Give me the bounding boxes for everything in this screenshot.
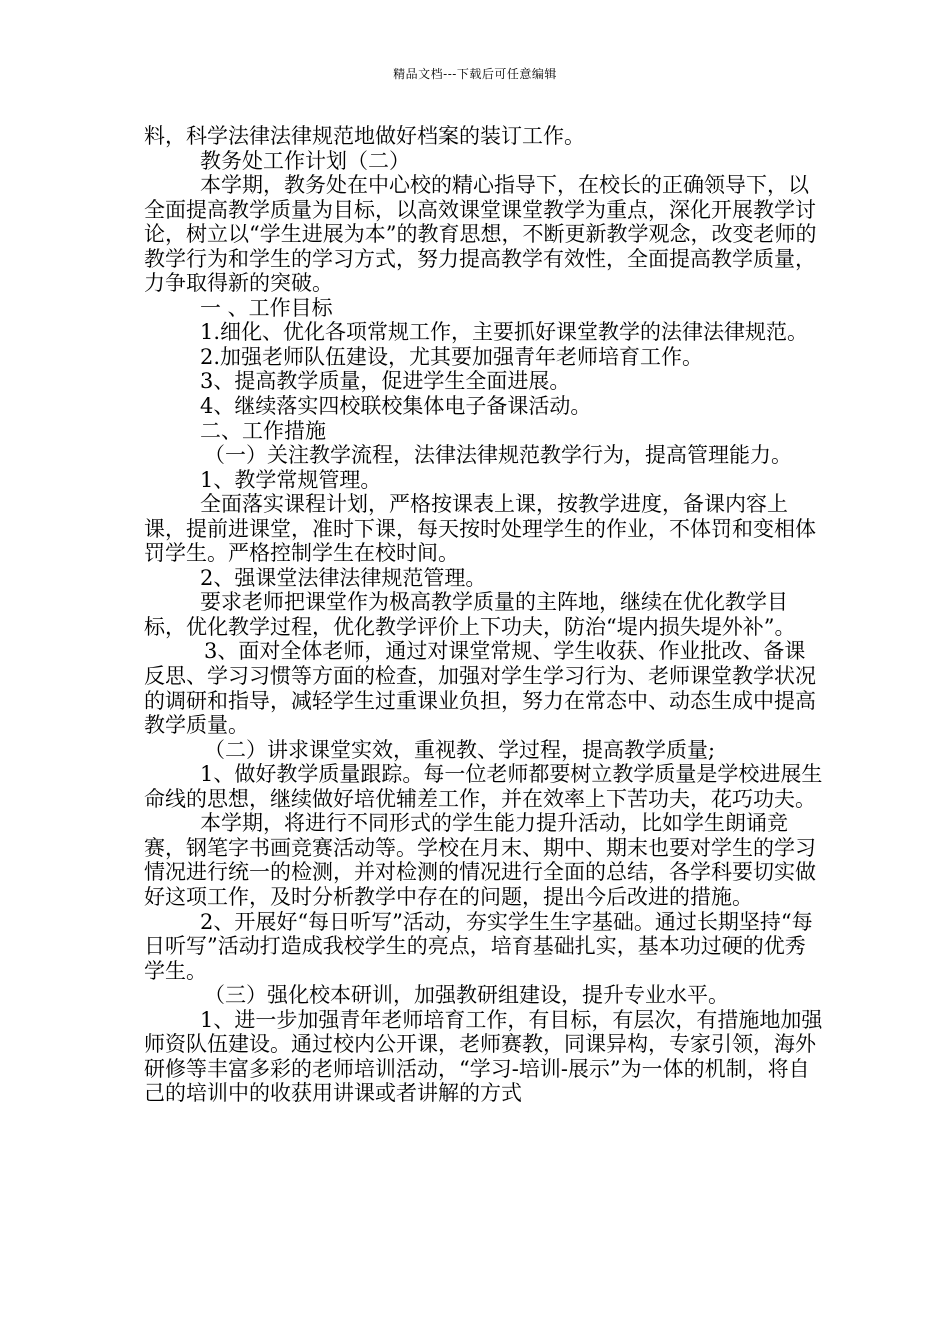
paragraph: 全面落实课程计划，严格按课表上课，按教学进度，备课内容上课，提前进课堂，准时下课，每天按时处理学生的作业，不体罚和变相体罚学生。严格控制学生在校时间。: [144, 492, 816, 566]
heading: 二、工作措施: [200, 418, 326, 443]
section-title: 教务处工作计划（二）: [200, 148, 410, 173]
paragraph: 本学期，将进行不同形式的学生能力提升活动，比如学生朗诵竞赛，钢笔字书画竞赛活动等。学校在月末、期中、期末也要对学生的学习情况进行统一的检测，并对检测的情况进行全面的总结，各学科要切实做好这项工作，及时分析教学中存在的问题，提出今后改进的措施。: [144, 811, 816, 909]
paragraph: 本学期，教务处在中心校的精心指导下，在校长的正确领导下，以全面提高教学质量为目标，以高效课堂课堂教学为重点，深化开展教学讨论，树立以“学生进展为本”的教育思想，不断更新教学观念，改变老师的教学行为和学生的学习方式，努力提高教学有效性，全面提高教学质量，力争取得新的突破。: [144, 173, 817, 296]
document-body: [144, 124, 824, 1106]
list-item: 2、开展好“每日听写”活动，夯实学生生字基础。通过长期坚持“每日听写”活动打造成我校学生的亮点，培育基础扎实，基本功过硬的优秀学生。: [144, 909, 813, 983]
subheading: （三）强化校本研训，加强教研组建设，提升专业水平。: [204, 983, 729, 1008]
subheading: （一）关注教学流程，法律法律规范教学行为，提高管理能力。: [204, 443, 792, 468]
list-item: 3、提高教学质量，促进学生全面进展。: [200, 369, 571, 394]
paragraph: 料，科学法律法律规范地做好档案的装订工作。: [144, 124, 585, 148]
subheading: （二）讲求课堂实效，重视教、学过程，提高教学质量;: [204, 737, 716, 762]
heading: 一 、工作目标: [200, 295, 333, 320]
list-item: 3、面对全体老师，通过对课堂常规、学生收获、作业批改、备课反思、学习习惯等方面的检查，加强对学生学习行为、老师课堂教学状况的调研和指导，减轻学生过重课业负担，努力在常态中、动态生成中提高教学质量。: [144, 639, 816, 738]
list-item: 1、进一步加强青年老师培育工作，有目标，有层次，有措施地加强师资队伍建设。通过校内公开课，老师赛教，同课异构，专家引领，海外研修等丰富多彩的老师培训活动，“学习-培训-展示”为一体的机制，将自己的培训中的收获用讲课或者讲解的方式: [144, 1007, 823, 1106]
paragraph: 要求老师把课堂作为极高教学质量的主阵地，继续在优化教学目标，优化教学过程，优化教学评价上下功夫，防治“堤内损失堤外补”。: [144, 590, 796, 639]
list-item: 1.细化、优化各项常规工作，主要抓好课堂教学的法律法律规范。: [200, 320, 809, 345]
list-item: 2.加强老师队伍建设，尤其要加强青年老师培育工作。: [200, 344, 704, 369]
list-item: 4、继续落实四校联校集体电子备课活动。: [200, 394, 592, 419]
page-header: 精品文档---下载后可任意编辑: [393, 67, 557, 81]
list-item: 2、强课堂法律法律规范管理。: [200, 565, 487, 590]
list-item: 1、教学常规管理。: [200, 467, 382, 492]
list-item: 1、做好教学质量跟踪。每一位老师都要树立教学质量是学校进展生命线的思想，继续做好培优辅差工作，并在效率上下苦功夫，花巧功夫。: [144, 762, 823, 811]
